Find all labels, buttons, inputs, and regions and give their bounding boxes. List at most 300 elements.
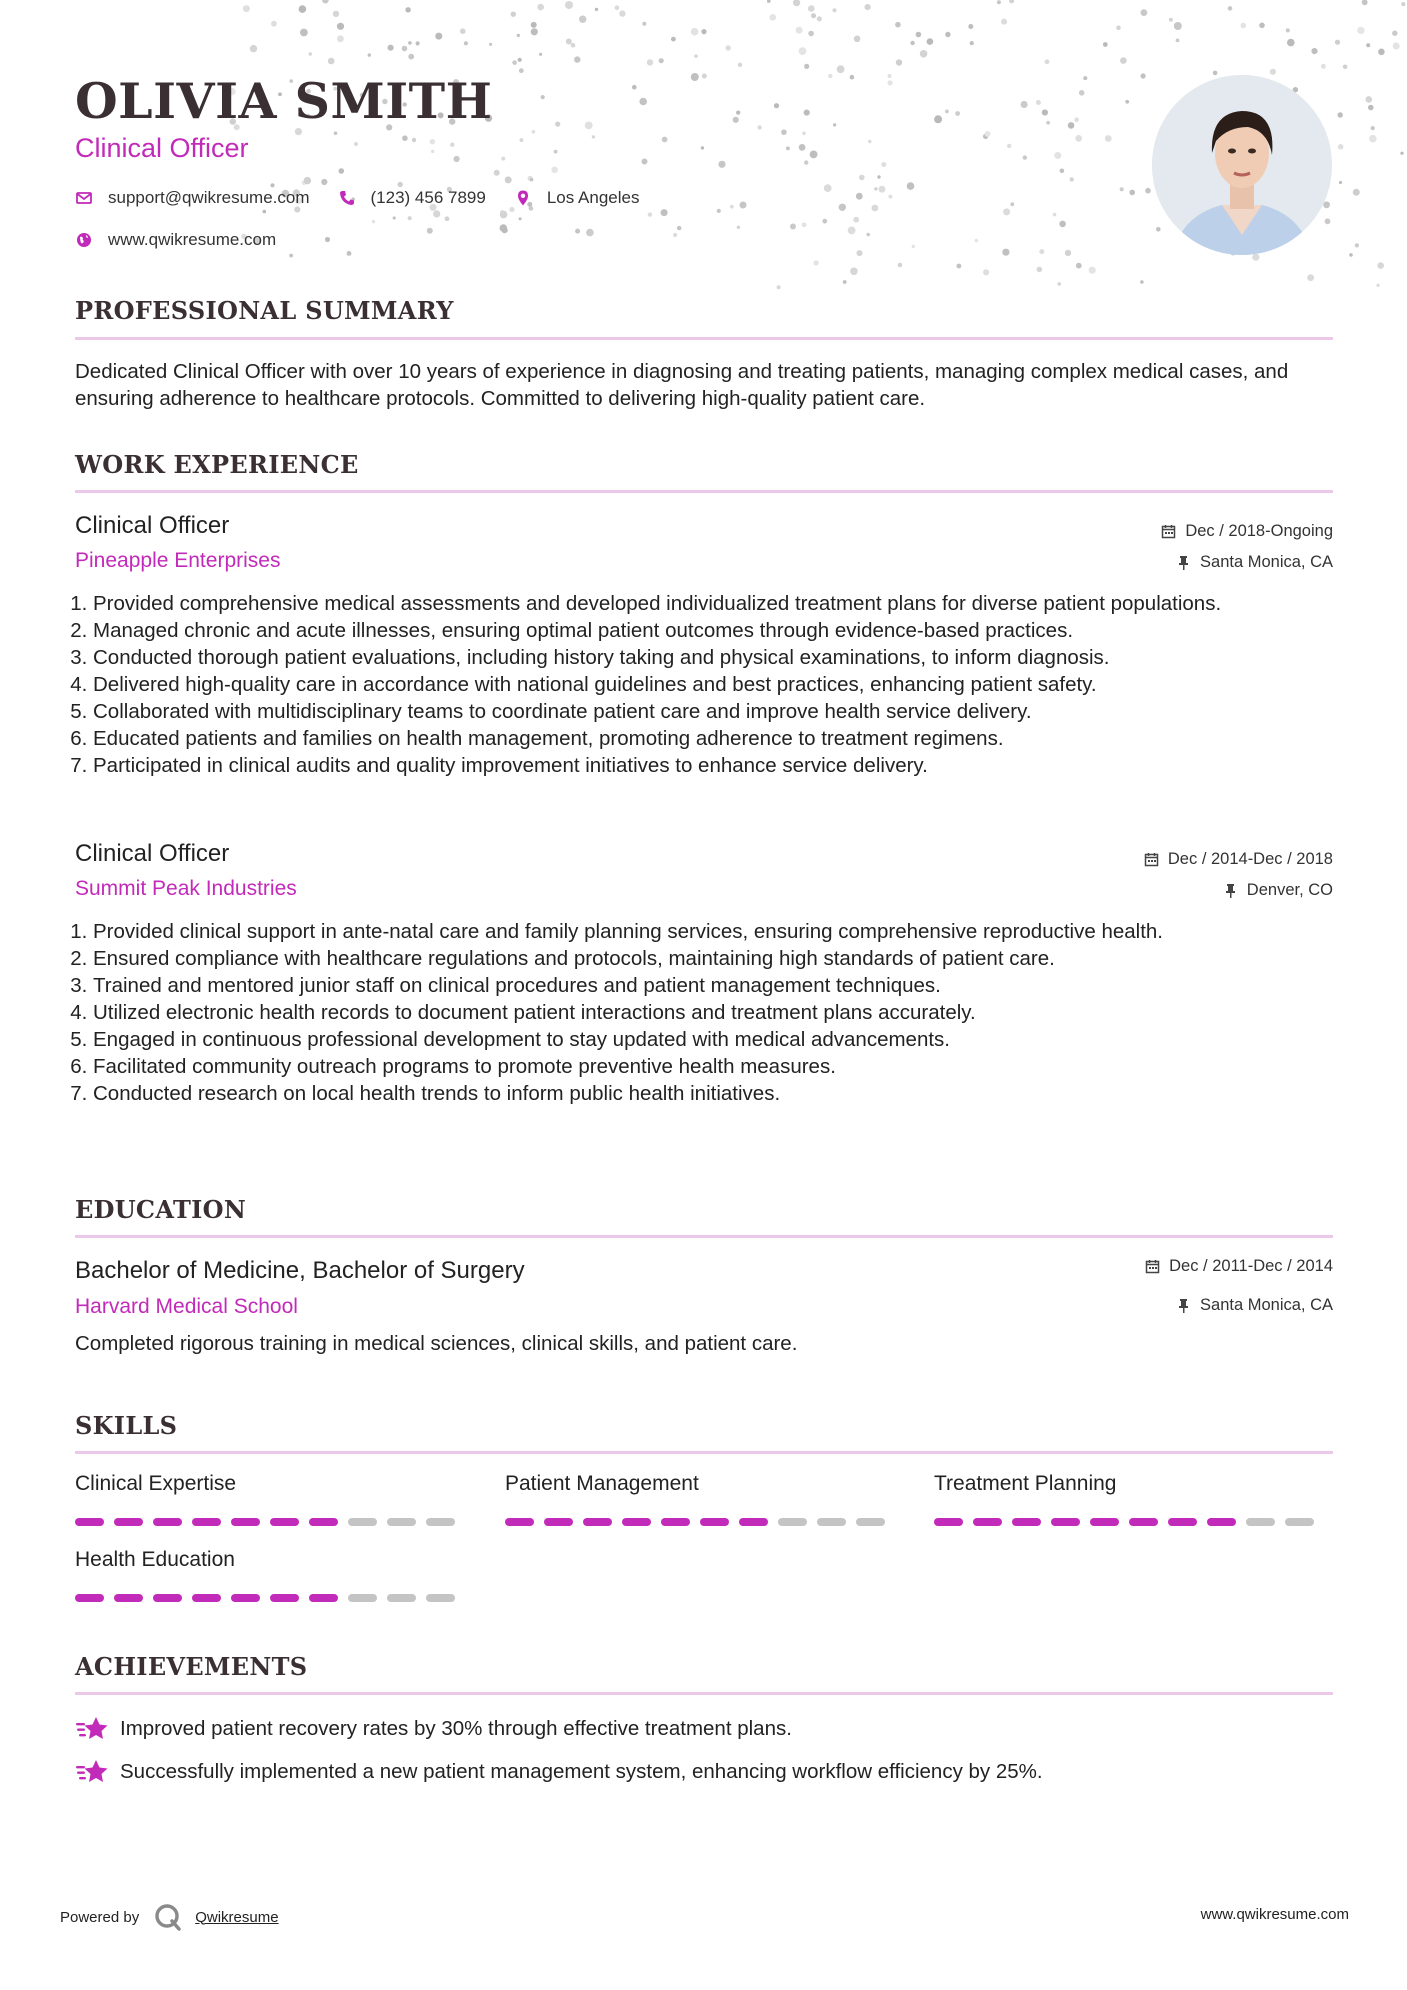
decor-dot	[555, 122, 560, 127]
decor-dot	[1371, 126, 1375, 130]
decor-dot	[585, 122, 593, 130]
decor-dot	[402, 46, 408, 52]
powered-by-label: Powered by	[60, 1908, 140, 1926]
decor-dot	[445, 216, 450, 221]
decor-dot	[793, 0, 800, 6]
footer-website-link[interactable]: www.qwikresume.com	[1200, 1906, 1349, 1923]
decor-dot	[691, 28, 699, 36]
decor-dot	[494, 170, 500, 176]
job-title: Clinical Officer	[75, 512, 230, 539]
decor-dot	[833, 8, 837, 12]
decor-dot	[1083, 76, 1087, 80]
decor-dot	[1075, 135, 1082, 142]
decor-dot	[865, 4, 871, 10]
degree-title: Bachelor of Medicine, Bachelor of Surgery	[75, 1257, 525, 1284]
decor-dot	[1338, 144, 1344, 150]
skill-item	[75, 1548, 455, 1602]
decor-dot	[1076, 263, 1082, 269]
decor-dot	[1046, 121, 1050, 125]
qwikresume-logo-icon	[153, 1902, 183, 1932]
decor-dot	[402, 135, 408, 141]
skill-segment-filled	[153, 1518, 182, 1526]
decor-dot	[304, 177, 311, 184]
candidate-role: Clinical Officer	[75, 133, 249, 163]
decor-dot	[881, 162, 886, 167]
decor-dot	[740, 202, 747, 209]
decor-dot	[574, 56, 580, 62]
decor-dot	[662, 137, 668, 143]
decor-dot	[1176, 39, 1180, 43]
decor-dot	[368, 53, 371, 56]
skill-name: Patient Management	[505, 1472, 699, 1495]
decor-dot	[912, 245, 915, 248]
decor-dot	[1311, 48, 1317, 54]
decor-dot	[430, 139, 435, 144]
skill-segment-empty	[426, 1518, 455, 1526]
website-link[interactable]: www.qwikresume.com	[108, 230, 277, 249]
decor-dot	[263, 210, 267, 214]
decor-dot	[321, 179, 327, 185]
decor-dot	[777, 285, 781, 289]
skill-segment-filled	[622, 1518, 651, 1526]
decor-dot	[1270, 69, 1276, 75]
decor-dot	[804, 64, 809, 69]
pushpin-icon	[1176, 555, 1191, 570]
decor-dot	[718, 161, 725, 168]
decor-dot	[398, 182, 403, 187]
decor-dot	[1065, 250, 1071, 256]
decor-dot	[813, 260, 818, 265]
section-divider	[75, 337, 1333, 340]
decor-dot	[1002, 249, 1009, 256]
decor-dot	[586, 229, 594, 237]
skill-segment-empty	[348, 1518, 377, 1526]
skill-segment-filled	[505, 1518, 534, 1526]
decor-dot	[539, 53, 542, 56]
education-location-text: Santa Monica, CA	[1200, 1296, 1333, 1314]
decor-dot	[726, 45, 731, 50]
skill-segment-filled	[973, 1518, 1002, 1526]
decor-dot	[502, 227, 508, 233]
phone-icon	[338, 189, 356, 207]
section-divider	[75, 1235, 1333, 1238]
achievement-item	[75, 1714, 792, 1744]
skill-segment-empty	[387, 1518, 416, 1526]
decor-dot	[1145, 188, 1151, 194]
skill-segment-filled	[114, 1594, 143, 1602]
section-divider	[75, 1451, 1333, 1454]
decor-dot	[1349, 253, 1353, 257]
decor-dot	[489, 43, 492, 46]
decor-dot	[853, 217, 859, 223]
job-responsibility: 3. Conducted thorough patient evaluations, including history taking and physical examinations, to inform diagnosis.	[93, 644, 1351, 671]
decor-dot	[1103, 42, 1108, 47]
location-text: Los Angeles	[546, 188, 640, 207]
decor-dot	[435, 33, 442, 40]
decor-dot	[1009, 0, 1014, 3]
decor-dot	[910, 41, 914, 45]
phone-number[interactable]: (123) 456 7899	[370, 188, 486, 207]
skill-segment-filled	[1168, 1518, 1197, 1526]
decor-dot	[1070, 177, 1074, 181]
decor-dot	[1259, 23, 1265, 29]
decor-dot	[571, 43, 576, 48]
decor-dot	[339, 168, 345, 174]
company-name: Pineapple Enterprises	[75, 549, 281, 572]
decor-dot	[822, 219, 827, 224]
decor-dot	[460, 28, 466, 34]
decor-dot	[817, 16, 822, 21]
decor-dot	[328, 58, 335, 65]
decor-dot	[1368, 105, 1374, 111]
decor-dot	[1042, 109, 1048, 115]
email-link[interactable]: support@qwikresume.com	[108, 188, 310, 207]
decor-dot	[757, 125, 761, 129]
decor-dot	[781, 129, 787, 135]
decor-dot	[927, 38, 934, 45]
decor-dot	[717, 209, 721, 213]
job-location-text: Santa Monica, CA	[1200, 553, 1333, 571]
decor-dot	[888, 195, 892, 199]
decor-dot	[1045, 59, 1050, 64]
decor-dot	[677, 226, 681, 230]
job-responsibility: 5. Engaged in continuous professional development to stay updated with medical advancements.	[93, 1026, 1351, 1053]
decor-dot	[454, 156, 460, 162]
skill-segment-filled	[270, 1518, 299, 1526]
decor-dot	[808, 5, 815, 12]
job-responsibility: 2. Managed chronic and acute illnesses, ensuring optimal patient outcomes through evidence-based practices.	[93, 617, 1351, 644]
decor-dot	[843, 280, 847, 284]
decor-dot	[519, 68, 524, 73]
decor-dot	[1057, 282, 1061, 286]
decor-dot	[1366, 43, 1370, 47]
decor-dot	[372, 220, 375, 223]
decor-dot	[500, 210, 504, 214]
decor-dot	[579, 16, 586, 23]
decor-dot	[1339, 181, 1342, 184]
summary-heading: PROFESSIONAL SUMMARY	[75, 296, 454, 325]
education-location	[1176, 1296, 1333, 1315]
job-date	[1144, 850, 1333, 869]
decor-dot	[541, 95, 545, 99]
decor-dot	[512, 60, 517, 65]
decor-dot	[811, 13, 816, 18]
decor-dot	[325, 237, 330, 242]
decor-dot	[701, 146, 704, 149]
decor-dot	[554, 150, 558, 154]
skill-item	[505, 1472, 885, 1526]
job-responsibility: 1. Provided comprehensive medical assessments and developed individualized treatment plans for diverse patient populations.	[93, 590, 1351, 617]
decor-dot	[632, 85, 637, 90]
decor-dot	[647, 59, 653, 65]
decor-dot	[701, 29, 706, 34]
decor-dot	[1105, 135, 1112, 142]
decor-dot	[412, 138, 416, 142]
job-responsibility: 4. Utilized electronic health records to document patient interactions and treatment plans accurately.	[93, 999, 1351, 1026]
decor-dot	[907, 182, 915, 190]
decor-dot	[808, 31, 814, 37]
decor-dot	[802, 132, 806, 136]
decor-dot	[450, 143, 454, 147]
decor-dot	[856, 193, 863, 200]
decor-dot	[505, 176, 512, 183]
decor-dot	[934, 115, 942, 123]
decor-dot	[850, 75, 855, 80]
skill-level-bar	[505, 1518, 885, 1526]
skill-segment-filled	[1051, 1518, 1080, 1526]
skill-name: Clinical Expertise	[75, 1472, 237, 1495]
decor-dot	[1125, 100, 1129, 104]
decor-dot	[888, 80, 893, 85]
decor-dot	[774, 103, 779, 108]
decor-dot	[405, 7, 410, 12]
decor-dot	[309, 52, 312, 55]
skill-segment-filled	[192, 1518, 221, 1526]
pushpin-icon	[1176, 1298, 1191, 1313]
decor-dot	[299, 5, 307, 13]
skill-level-bar	[75, 1518, 455, 1526]
skill-segment-filled	[114, 1518, 143, 1526]
decor-dot	[810, 151, 818, 159]
decor-dot	[920, 50, 928, 58]
pushpin-icon	[1223, 883, 1238, 898]
decor-dot	[770, 14, 777, 21]
job-responsibility: 2. Ensured compliance with healthcare regulations and protocols, maintaining high standards of patient care.	[93, 945, 1351, 972]
decor-dot	[1213, 71, 1218, 76]
skill-segment-empty	[426, 1594, 455, 1602]
decor-dot	[518, 58, 522, 62]
decor-dot	[592, 135, 595, 138]
decor-dot	[659, 58, 664, 63]
decor-dot	[1129, 190, 1135, 196]
decor-dot	[388, 45, 394, 51]
decor-dot	[1252, 254, 1259, 261]
education-heading: EDUCATION	[75, 1195, 247, 1224]
skill-segment-filled	[75, 1518, 104, 1526]
decor-dot	[243, 5, 250, 12]
decor-dot	[1116, 26, 1121, 31]
skill-name: Treatment Planning	[934, 1472, 1117, 1495]
decor-dot	[738, 63, 742, 67]
decor-dot	[1366, 96, 1373, 103]
job-responsibility: 6. Educated patients and families on health management, promoting adherence to treatment regimens.	[93, 725, 1351, 752]
candidate-name: OLIVIA SMITH	[75, 72, 493, 130]
skill-segment-filled	[1090, 1518, 1119, 1526]
profile-photo	[1152, 75, 1332, 255]
decor-dot	[519, 217, 522, 220]
skill-level-bar	[934, 1518, 1314, 1526]
skill-segment-filled	[661, 1518, 690, 1526]
school-name: Harvard Medical School	[75, 1295, 298, 1318]
job-date-text: Dec / 2018-Ongoing	[1185, 522, 1333, 540]
decor-dot	[1089, 267, 1096, 274]
decor-dot	[1362, 0, 1368, 5]
decor-dot	[1228, 6, 1233, 11]
shooting-star-icon	[75, 1757, 109, 1787]
decor-dot	[520, 138, 524, 142]
skill-segment-filled	[1012, 1518, 1041, 1526]
education-description: Completed rigorous training in medical sciences, clinical skills, and patient care.	[75, 1332, 798, 1355]
decor-dot	[733, 117, 739, 123]
decor-dot	[848, 227, 856, 235]
decor-dot	[737, 226, 740, 229]
skill-segment-filled	[309, 1518, 338, 1526]
decor-dot	[537, 4, 544, 11]
decor-dot	[642, 159, 648, 165]
decor-dot	[1079, 90, 1085, 96]
skill-segment-filled	[309, 1594, 338, 1602]
job-responsibility: 6. Facilitated community outreach programs to promote preventive health measures.	[93, 1053, 1351, 1080]
skill-segment-empty	[1285, 1518, 1314, 1526]
decor-dot	[804, 160, 808, 164]
decor-dot	[1156, 227, 1161, 232]
decor-dot	[1141, 73, 1146, 78]
decor-dot	[888, 74, 892, 78]
decor-dot	[1353, 189, 1360, 196]
decor-dot	[824, 184, 832, 192]
decor-dot	[1357, 27, 1364, 34]
decor-dot	[300, 29, 308, 37]
globe-icon	[75, 231, 93, 249]
decor-dot	[1321, 64, 1326, 69]
decor-dot	[1307, 274, 1314, 281]
skill-segment-filled	[270, 1594, 299, 1602]
decor-dot	[416, 41, 420, 45]
decor-dot	[1059, 221, 1066, 228]
calendar-icon	[1161, 524, 1176, 539]
decor-dot	[1376, 284, 1379, 287]
skill-segment-empty	[817, 1518, 846, 1526]
skill-segment-empty	[387, 1594, 416, 1602]
decor-dot	[898, 263, 903, 268]
decor-dot	[895, 22, 901, 28]
decor-dot	[250, 45, 257, 52]
decor-dot	[997, 0, 1001, 4]
decor-dot	[1023, 155, 1027, 159]
decor-dot	[1355, 243, 1359, 247]
decor-dot	[661, 209, 668, 216]
decor-dot	[427, 228, 433, 234]
skill-segment-filled	[739, 1518, 768, 1526]
decor-dot	[804, 110, 810, 116]
decor-dot	[1325, 218, 1331, 224]
decor-dot	[839, 204, 846, 211]
decor-dot	[736, 111, 740, 115]
decor-dot	[337, 35, 344, 42]
location-pin-icon	[514, 189, 532, 207]
achievement-item	[75, 1757, 1043, 1787]
decor-dot	[408, 41, 412, 45]
decor-dot	[968, 24, 973, 29]
decor-dot	[955, 111, 960, 116]
decor-dot	[1054, 152, 1061, 159]
footer-powered-by	[60, 1902, 279, 1932]
decor-dot	[694, 54, 698, 58]
decor-dot	[1241, 23, 1247, 29]
job-responsibility: 5. Collaborated with multidisciplinary teams to coordinate patient care and improve health service delivery.	[93, 698, 1351, 725]
decor-dot	[1169, 18, 1173, 22]
decor-dot	[270, 183, 274, 187]
achievements-heading: ACHIEVEMENTS	[75, 1652, 308, 1681]
decor-dot	[1401, 2, 1405, 6]
section-divider	[75, 490, 1333, 493]
decor-dot	[857, 250, 863, 256]
decor-dot	[730, 205, 734, 209]
contact-row	[75, 188, 667, 208]
decor-dot	[517, 34, 520, 37]
decor-dot	[575, 229, 580, 234]
decor-dot	[1369, 135, 1377, 143]
decor-dot	[975, 239, 979, 243]
decor-dot	[877, 175, 880, 178]
decor-dot	[322, 0, 329, 4]
decor-dot	[393, 216, 396, 219]
decor-dot	[333, 11, 339, 17]
decor-dot	[828, 74, 832, 78]
decor-dot	[337, 23, 344, 30]
decor-dot	[1120, 187, 1124, 191]
decor-dot	[530, 178, 533, 181]
decor-dot	[786, 147, 790, 151]
decor-dot	[1286, 28, 1290, 32]
decor-dot	[615, 5, 620, 10]
skill-segment-empty	[1246, 1518, 1275, 1526]
job-responsibilities-list	[75, 918, 1351, 1107]
decor-dot	[566, 39, 572, 45]
decor-dot	[1343, 65, 1348, 70]
achievement-text: Improved patient recovery rates by 30% through effective treatment plans.	[120, 1717, 792, 1740]
decor-dot	[1377, 262, 1384, 269]
decor-dot	[551, 167, 558, 174]
decor-dot	[1053, 213, 1057, 217]
decor-dot	[354, 142, 358, 146]
decor-dot	[970, 41, 974, 45]
skill-segment-empty	[778, 1518, 807, 1526]
decor-dot	[799, 144, 806, 151]
decor-dot	[347, 251, 352, 256]
decor-dot	[957, 264, 962, 269]
job-location	[1223, 881, 1333, 900]
decor-dot	[1393, 43, 1400, 50]
skill-segment-empty	[348, 1594, 377, 1602]
job-date-text: Dec / 2014-Dec / 2018	[1167, 850, 1333, 868]
skill-segment-filled	[231, 1594, 260, 1602]
decor-dot	[850, 268, 858, 276]
decor-dot	[334, 131, 338, 135]
decor-dot	[408, 54, 414, 60]
shooting-star-icon	[75, 1714, 109, 1744]
education-date-text: Dec / 2011-Dec / 2014	[1169, 1257, 1333, 1275]
decor-dot	[671, 37, 676, 42]
skill-segment-filled	[231, 1518, 260, 1526]
section-divider	[75, 1692, 1333, 1695]
decor-dot	[945, 110, 949, 114]
summary-text: Dedicated Clinical Officer with over 10 years of experience in diagnosing and treating patients, managing complex medical cases, and ensuring adherence to healthcare protocols. Committed to delivering high-quality patient care.	[75, 360, 1289, 410]
decor-dot	[1140, 280, 1143, 283]
decor-dot	[1174, 22, 1182, 30]
decor-dot	[691, 73, 699, 81]
decor-dot	[1037, 267, 1043, 273]
decor-dot	[532, 130, 536, 134]
qwikresume-link[interactable]: Qwikresume	[195, 1908, 279, 1926]
skill-segment-filled	[153, 1594, 182, 1602]
decor-dot	[1036, 100, 1041, 105]
skill-segment-filled	[192, 1594, 221, 1602]
job-location	[1176, 553, 1333, 572]
decor-dot	[945, 32, 950, 37]
decor-dot	[796, 27, 803, 34]
decor-dot	[1120, 57, 1127, 64]
